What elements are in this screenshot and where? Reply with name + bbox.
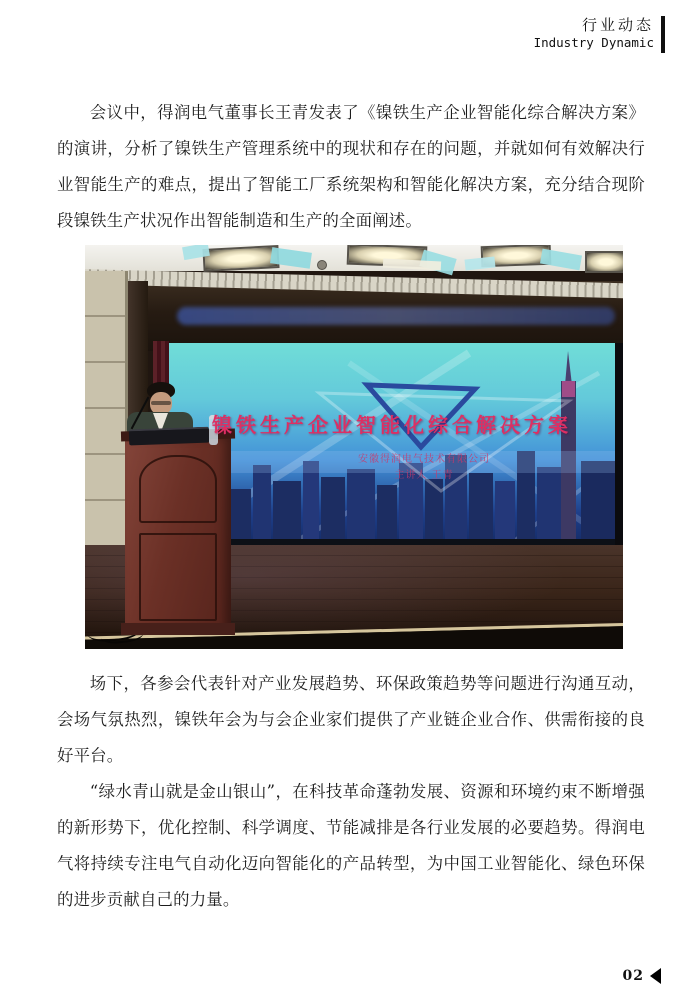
header-title-en: Industry Dynamic [533, 35, 654, 50]
page-header [534, 16, 665, 53]
ceiling-sensor [317, 260, 327, 270]
wall-light-glow [177, 307, 615, 325]
podium-base [121, 623, 235, 635]
header-titles [534, 16, 654, 51]
conference-photo [85, 245, 623, 649]
stone-column [85, 271, 128, 573]
page-number: 02 [622, 968, 644, 984]
screen-title: 镍铁生产企业智能化综合解决方案 [212, 413, 572, 437]
paragraph-1: 会议中，得润电气董事长王青发表了《镍铁生产企业智能化综合解决方案》的演讲，分析了镍铁生产管理系统中的现状和存在的问题，并就如何有效解决行业智能生产的难点，提出了智能工厂系统架构和智能化解决方案，充分结合现阶段镍铁生产状况作出智能制造和生产的全面阐述。 [57, 103, 645, 230]
stage-light-4 [585, 251, 623, 273]
header-rule [661, 16, 665, 53]
page-footer [623, 968, 661, 984]
screen-subtitle-company: 安徽得润电气技术有限公司 [358, 454, 490, 465]
podium-lower-panel [139, 533, 217, 621]
screen-subtitle-presenter: 主讲人 王青 [394, 470, 454, 481]
paragraph-3: “绿水青山就是金山银山”，在科技革命蓬勃发展、资源和环境约束不断增强的新形势下，优化控制、科学调度、节能减排是各行业发展的必要趋势。得润电气将持续专注电气自动化迈向智能化的产品转型，为中国工业智能化、绿色环保的进步贡献自己的力量。 [57, 782, 645, 909]
stage-light-1 [202, 245, 279, 272]
screen-artwork [169, 343, 615, 545]
paragraph-2: 场下，各参会代表针对产业发展趋势、环保政策趋势等问题进行沟通互动，会场气氛热烈，镍铁年会为与会企业家们提供了产业链企业合作、供需衔接的良好平台。 [57, 674, 645, 765]
header-title-zh: 行业动态 [581, 16, 654, 34]
led-screen [169, 343, 615, 545]
footer-triangle-icon [650, 968, 661, 984]
speaker-glasses [151, 401, 171, 405]
lower-text-block [57, 666, 645, 918]
screen-bezel-right [615, 343, 623, 547]
